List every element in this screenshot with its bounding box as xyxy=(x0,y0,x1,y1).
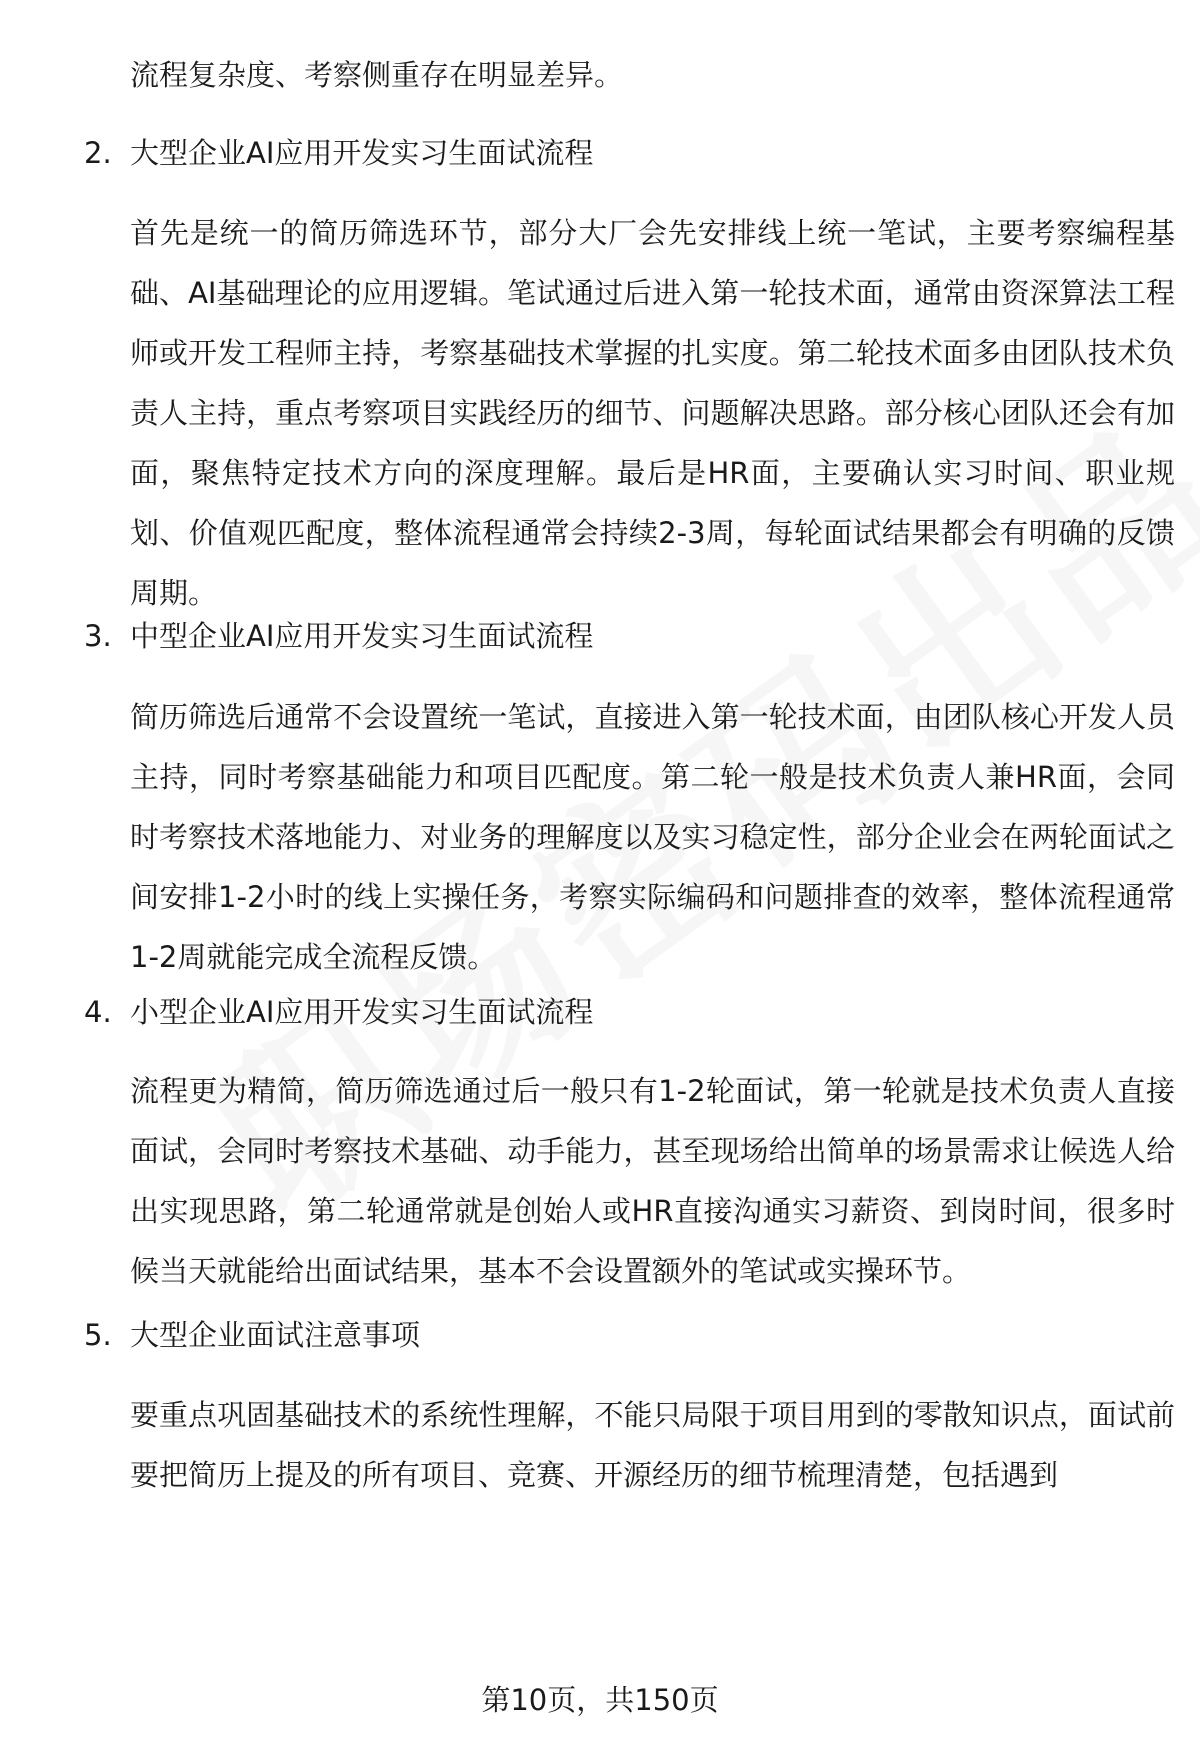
section-body-5 xyxy=(130,1385,1175,1505)
section-paragraph: 要重点巩固基础技术的系统性理解，不能只局限于项目用到的零散知识点，面试前要把简历上提及的所有项目、竞赛、开源经历的细节梳理清楚，包括遇到 xyxy=(130,1398,1175,1492)
section-title: 大型企业AI应用开发实习生面试流程 xyxy=(130,136,594,170)
section-paragraph: 流程更为精简，简历筛选通过后一般只有1-2轮面试，第一轮就是技术负责人直接面试，会同时考察技术基础、动手能力，甚至现场给出简单的场景需求让候选人给出实现思路，第二轮通常就是创始人或HR直接沟通实习薪资、到岗时间，很多时候当天就能给出面试结果，基本不会设置额外的笔试或实操环节。 xyxy=(130,1074,1175,1288)
section-number: 2. xyxy=(84,136,112,170)
section-number: 4. xyxy=(84,995,112,1029)
page-number-footer: 第10页，共150页 xyxy=(481,1683,719,1717)
section-title: 小型企业AI应用开发实习生面试流程 xyxy=(130,995,594,1029)
section-title: 大型企业面试注意事项 xyxy=(130,1318,421,1352)
intro-text: 流程复杂度、考察侧重存在明显差异。 xyxy=(130,58,624,92)
section-paragraph: 简历筛选后通常不会设置统一笔试，直接进入第一轮技术面，由团队核心开发人员主持，同时考察基础能力和项目匹配度。第二轮一般是技术负责人兼HR面，会同时考察技术落地能力、对业务的理解度以及实习稳定性，部分企业会在两轮面试之间安排1-2小时的线上实操任务，考察实际编码和问题排查的效率，整体流程通常1-2周就能完成全流程反馈。 xyxy=(130,700,1175,974)
section-title: 中型企业AI应用开发实习生面试流程 xyxy=(130,619,594,653)
section-heading-4 xyxy=(84,992,593,1032)
section-paragraph: 首先是统一的简历筛选环节，部分大厂会先安排线上统一笔试，主要考察编程基础、AI基础理论的应用逻辑。笔试通过后进入第一轮技术面，通常由资深算法工程师或开发工程师主持，考察基础技术掌握的扎实度。第二轮技术面多由团队技术负责人主持，重点考察项目实践经历的细节、问题解决思路。部分核心团队还会有加面，聚焦特定技术方向的深度理解。最后是HR面，主要确认实习时间、职业规划、价值观匹配度，整体流程通常会持续2-3周，每轮面试结果都会有明确的反馈周期。 xyxy=(130,216,1175,610)
section-body-2 xyxy=(130,203,1175,623)
section-heading-5 xyxy=(84,1315,420,1355)
section-number: 3. xyxy=(84,619,112,653)
section-body-4 xyxy=(130,1061,1175,1301)
section-body-3 xyxy=(130,687,1175,987)
intro-paragraph xyxy=(130,45,1175,105)
section-heading-2 xyxy=(84,133,593,173)
section-heading-3 xyxy=(84,616,593,656)
section-number: 5. xyxy=(84,1318,112,1352)
